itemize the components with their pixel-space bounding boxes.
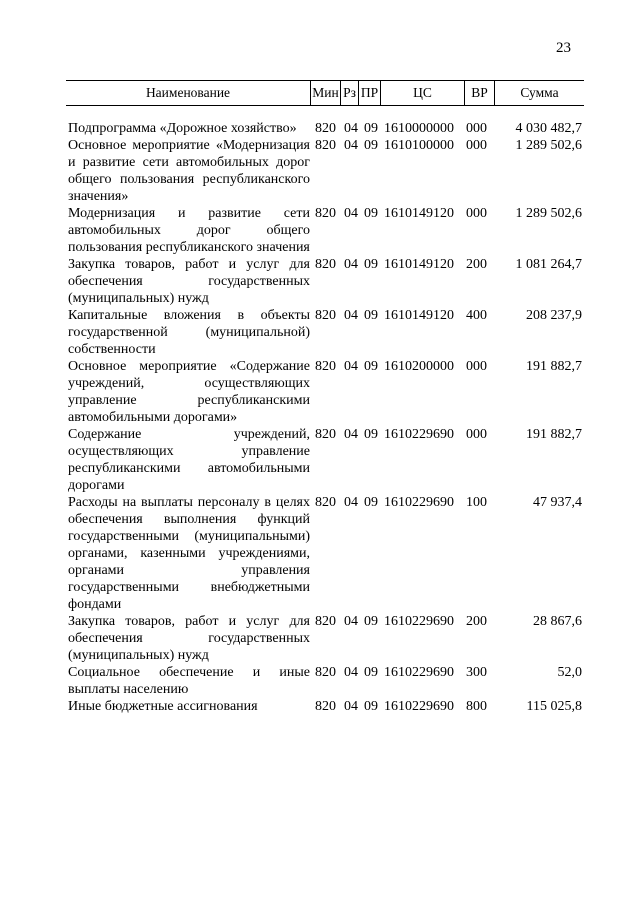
header-rz: Рз	[340, 81, 358, 105]
row-min: 820	[315, 614, 336, 629]
table-row	[66, 494, 584, 613]
row-rz: 04	[344, 257, 358, 272]
header-min: Мин	[310, 81, 340, 105]
table-row	[66, 120, 584, 137]
row-cs: 1610000000	[384, 121, 454, 136]
table-header	[66, 80, 584, 106]
row-cs: 1610149120	[384, 206, 454, 221]
row-sum: 52,0	[557, 665, 582, 680]
table-row	[66, 664, 584, 698]
row-min: 820	[315, 206, 336, 221]
header-cs: ЦС	[380, 81, 464, 105]
table-row	[66, 358, 584, 426]
row-pr: 09	[364, 138, 378, 153]
table-row	[66, 613, 584, 664]
row-cs: 1610229690	[384, 699, 454, 714]
row-pr: 09	[364, 665, 378, 680]
row-pr: 09	[364, 495, 378, 510]
row-min: 820	[315, 495, 336, 510]
table-row	[66, 137, 584, 205]
table-body	[66, 120, 584, 715]
row-rz: 04	[344, 121, 358, 136]
row-name: Социальное обеспечение и иные выплаты населению	[68, 665, 310, 697]
row-cs: 1610200000	[384, 359, 454, 374]
row-rz: 04	[344, 495, 358, 510]
row-vr: 400	[466, 308, 487, 323]
row-pr: 09	[364, 308, 378, 323]
row-name: Содержание учреждений, осуществляющих управление республиканскими автомобильными дорогами	[68, 427, 310, 493]
row-sum: 4 030 482,7	[515, 121, 582, 136]
row-vr: 800	[466, 699, 487, 714]
row-sum: 191 882,7	[526, 427, 582, 442]
header-sum: Сумма	[494, 81, 584, 105]
row-vr: 200	[466, 257, 487, 272]
row-sum: 28 867,6	[533, 614, 582, 629]
row-rz: 04	[344, 359, 358, 374]
row-sum: 115 025,8	[526, 699, 582, 714]
row-pr: 09	[364, 427, 378, 442]
row-name: Капитальные вложения в объекты государственной (муниципальной) собственности	[68, 308, 310, 357]
row-vr: 000	[466, 138, 487, 153]
row-name: Основное мероприятие «Модернизация и развитие сети автомобильных дорог общего пользования республиканского значения»	[68, 138, 310, 204]
row-vr: 000	[466, 359, 487, 374]
row-min: 820	[315, 699, 336, 714]
row-name: Закупка товаров, работ и услуг для обеспечения государственных (муниципальных) нужд	[68, 257, 310, 306]
header-pr: ПР	[358, 81, 380, 105]
row-name: Модернизация и развитие сети автомобильных дорог общего пользования республиканского значения	[68, 206, 310, 255]
row-pr: 09	[364, 699, 378, 714]
row-sum: 208 237,9	[526, 308, 582, 323]
header-vr: ВР	[464, 81, 494, 105]
row-rz: 04	[344, 427, 358, 442]
row-sum: 1 081 264,7	[515, 257, 582, 272]
row-pr: 09	[364, 121, 378, 136]
row-sum: 47 937,4	[533, 495, 582, 510]
header-name: Наименование	[145, 85, 231, 100]
row-name: Подпрограмма «Дорожное хозяйство»	[68, 121, 297, 136]
row-cs: 1610229690	[384, 495, 454, 510]
row-name: Иные бюджетные ассигнования	[68, 699, 258, 714]
row-rz: 04	[344, 206, 358, 221]
row-vr: 000	[466, 427, 487, 442]
page-number: 23	[556, 40, 571, 56]
row-cs: 1610229690	[384, 427, 454, 442]
row-min: 820	[315, 308, 336, 323]
row-rz: 04	[344, 138, 358, 153]
row-cs: 1610229690	[384, 614, 454, 629]
row-cs: 1610229690	[384, 665, 454, 680]
row-vr: 100	[466, 495, 487, 510]
row-min: 820	[315, 665, 336, 680]
row-min: 820	[315, 359, 336, 374]
row-name: Расходы на выплаты персоналу в целях обеспечения выполнения функций государственными (муниципальными) органами, казенными учреждениями, органами управления государственными внебюджетными фондами	[68, 495, 310, 612]
table-row	[66, 698, 584, 715]
row-sum: 1 289 502,6	[515, 138, 582, 153]
row-pr: 09	[364, 359, 378, 374]
row-pr: 09	[364, 206, 378, 221]
row-rz: 04	[344, 614, 358, 629]
table-row	[66, 256, 584, 307]
row-name: Основное мероприятие «Содержание учреждений, осуществляющих управление республиканскими автомобильными дорогами»	[68, 359, 310, 425]
row-vr: 300	[466, 665, 487, 680]
row-cs: 1610149120	[384, 308, 454, 323]
row-min: 820	[315, 138, 336, 153]
row-rz: 04	[344, 308, 358, 323]
row-cs: 1610100000	[384, 138, 454, 153]
row-cs: 1610149120	[384, 257, 454, 272]
row-vr: 000	[466, 121, 487, 136]
row-sum: 1 289 502,6	[515, 206, 582, 221]
table-row	[66, 426, 584, 494]
row-min: 820	[315, 427, 336, 442]
row-vr: 200	[466, 614, 487, 629]
row-min: 820	[315, 121, 336, 136]
row-pr: 09	[364, 257, 378, 272]
table-row	[66, 307, 584, 358]
row-pr: 09	[364, 614, 378, 629]
row-sum: 191 882,7	[526, 359, 582, 374]
row-rz: 04	[344, 699, 358, 714]
row-min: 820	[315, 257, 336, 272]
table-row	[66, 205, 584, 256]
row-name: Закупка товаров, работ и услуг для обеспечения государственных (муниципальных) нужд	[68, 614, 310, 663]
row-rz: 04	[344, 665, 358, 680]
row-vr: 000	[466, 206, 487, 221]
